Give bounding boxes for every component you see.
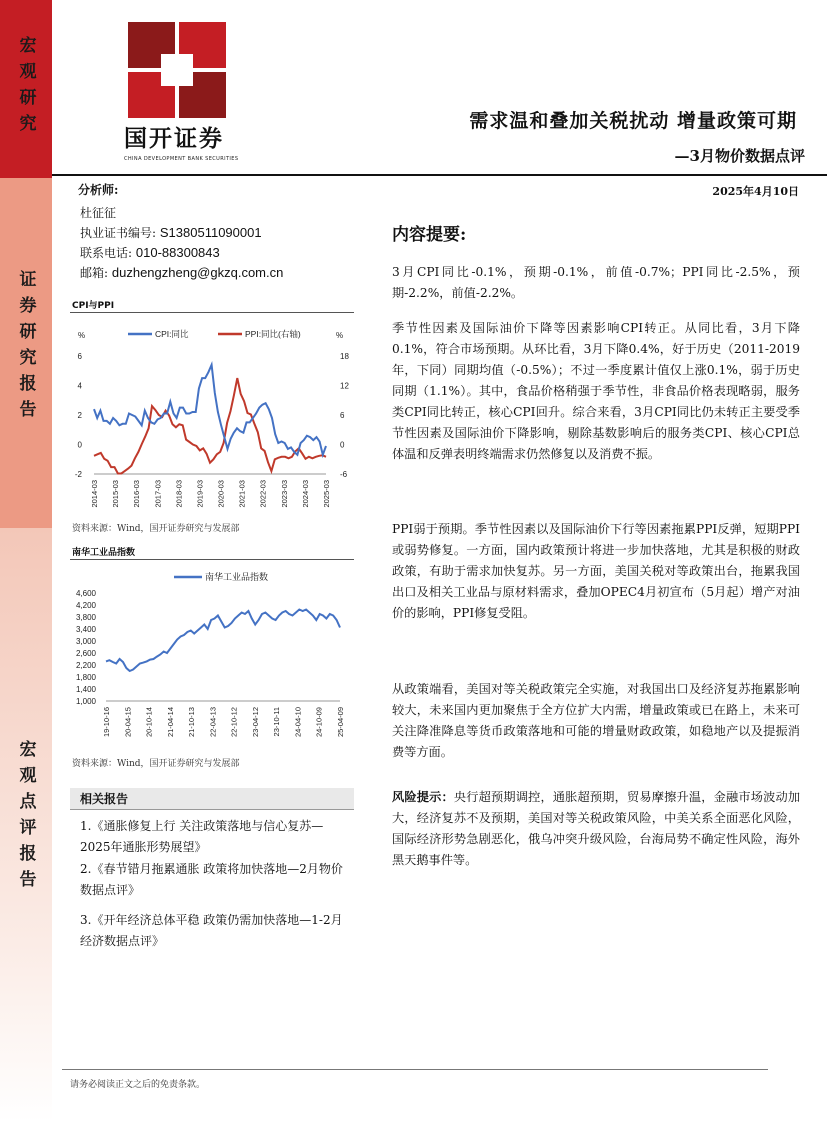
x-tick-label: 2022-03 <box>258 480 268 508</box>
x-tick-label: 2016-03 <box>132 480 142 508</box>
x-tick-label: 2019-03 <box>195 480 205 508</box>
chart-divider <box>70 559 354 560</box>
analyst-heading: 分析师: <box>78 183 119 197</box>
x-tick-label: 2018-03 <box>174 480 184 508</box>
footer-divider <box>62 1069 768 1070</box>
summary-paragraph: 季节性因素及国际油价下降等因素影响CPI转正。从同比看，3月下降0.1%，符合市场预期。从环比看，3月下降0.4%，好于历史（2011-2019年，下同）同期均值（-0.5%）；不过一季度累计值仅上涨0.1%，弱于历史同期（1.1%）。其中，食品价格稍强于季节性，非食品价格表现略弱，服务类CPI同比转正，核心CPI回升。综合来看，3月CPI同比仍未转正主要受季节性因素及国际油价下降影响，剔除基数影响后的服务类CPI、核心CPI总体温和反弹表明终端需求仍然修复以及消费不振。 <box>392 321 800 461</box>
risk-label: 风险提示： <box>392 790 454 804</box>
phone-value: 010-88300843 <box>135 245 220 260</box>
cpi-ppi-chart <box>70 318 360 518</box>
legend-label: PPI:同比(右轴) <box>245 329 301 339</box>
chart-title-cpi-ppi: CPI与PPI <box>72 301 115 311</box>
y-tick-label-left: -2 <box>74 470 82 479</box>
risk-paragraph <box>392 787 800 871</box>
related-reports-heading: 相关报告 <box>70 788 354 810</box>
phone-label: 联系电话: <box>80 246 133 260</box>
company-name-en: CHINA DEVELOPMENT BANK SECURITIES <box>124 156 239 162</box>
analyst-email <box>80 264 283 281</box>
related-report-link[interactable]: 1.《通胀修复上行 关注政策落地与信心复苏—2025年通胀形势展望》 <box>80 819 324 854</box>
x-tick-label: 24-04-10 <box>293 707 303 738</box>
y-tick-label-left: 4 <box>77 381 82 391</box>
company-name: 国开证券 <box>124 125 224 152</box>
report-subtitle: —3月物价数据点评 <box>674 147 805 165</box>
analyst-phone <box>80 244 220 261</box>
x-tick-label: 19-10-16 <box>102 707 111 738</box>
related-report-link[interactable]: 2.《春节错月拖累通胀 政策将加快落地—2月物价数据点评》 <box>80 862 343 897</box>
y-tick-label: 2,600 <box>75 649 96 658</box>
x-tick-label: 2024-03 <box>300 480 310 508</box>
y-tick-label: 3,000 <box>75 637 96 646</box>
y-tick-label: 2,200 <box>75 661 96 670</box>
legend-label: CPI:同比 <box>155 329 189 339</box>
y-tick-label-right: 6 <box>340 411 345 420</box>
y-tick-label-left: 0 <box>77 440 82 450</box>
company-logo-icon <box>128 22 226 118</box>
analyst-name: 杜征征 <box>80 206 117 220</box>
header-divider <box>52 174 827 176</box>
x-tick-label: 22-10-12 <box>229 707 239 738</box>
y-tick-label-right: 18 <box>340 352 349 361</box>
x-tick-label: 21-04-14 <box>165 707 175 738</box>
nanhua-index-chart <box>70 563 360 753</box>
sidebar-band-text: 宏观研究 <box>15 36 36 140</box>
series-line-ppi <box>94 378 326 473</box>
summary-paragraph: 3月CPI同比-0.1%，预期-0.1%，前值-0.7%；PPI同比-2.5%，预期-2.2%，前值-2.2%。 <box>392 265 800 300</box>
x-tick-label: 24-10-09 <box>314 707 324 738</box>
sidebar-band-text: 宏观点评报告 <box>15 740 36 896</box>
left-axis-unit: % <box>78 331 86 340</box>
y-tick-label-right: -6 <box>340 470 348 479</box>
y-tick-label-left: 6 <box>77 352 82 361</box>
right-axis-unit: % <box>336 331 344 340</box>
analyst-license <box>80 224 262 241</box>
chart-divider <box>70 312 354 313</box>
y-tick-label: 4,600 <box>75 589 96 598</box>
x-tick-label: 21-10-13 <box>187 707 197 738</box>
x-tick-label: 20-04-15 <box>123 707 133 738</box>
email-link[interactable]: duzhengzheng@gkzq.com.cn <box>111 265 284 280</box>
y-tick-label: 4,200 <box>75 601 96 610</box>
x-tick-label: 22-04-13 <box>208 707 218 738</box>
series-line-nanhua <box>106 610 340 672</box>
license-value: S1380511090001 <box>159 225 262 240</box>
x-tick-label: 23-10-11 <box>272 707 282 737</box>
y-tick-label: 1,800 <box>75 673 96 682</box>
y-tick-label-right: 0 <box>340 440 345 450</box>
chart-title-nanhua: 南华工业品指数 <box>72 548 136 558</box>
chart-source-2: 资料来源：Wind，国开证券研究与发展部 <box>72 759 240 769</box>
sidebar-band-macro-commentary <box>0 528 52 1122</box>
y-tick-label-left: 2 <box>77 411 82 420</box>
y-tick-label: 3,400 <box>75 625 96 634</box>
x-tick-label: 2015-03 <box>111 480 121 508</box>
x-tick-label: 25-04-09 <box>336 707 345 738</box>
summary-paragraph: PPI弱于预期。季节性因素以及国际油价下行等因素拖累PPI反弹，短期PPI或弱势修复。一方面，国内政策预计将进一步加快落地，尤其是积极的财政政策，有助于需求加快复苏。另一方面，美国关税对等政策出台，拖累我国出口及相关工业品与原材料需求，叠加OPEC4月初宣布（5月起）增产对油价的影响，PPI修复受阻。 <box>392 522 800 620</box>
y-tick-label-right: 12 <box>340 381 349 391</box>
x-tick-label: 23-04-12 <box>250 707 260 738</box>
email-label: 邮箱: <box>80 266 109 280</box>
series-line-cpi <box>94 365 326 455</box>
x-tick-label: 2020-03 <box>216 480 226 508</box>
x-tick-label: 2017-03 <box>153 480 163 508</box>
risk-text: 央行超预期调控，通胀超预期，贸易摩擦升温，金融市场波动加大，经济复苏不及预期，美国对等关税政策风险，中美关系全面恶化风险，国际经济形势急剧恶化，俄乌冲突升级风险，台海局势不确定性风险，海外黑天鹅事件等。 <box>392 790 801 867</box>
summary-paragraph: 从政策端看，美国对等关税政策完全实施，对我国出口及经济复苏拖累影响较大，未来国内更加聚焦于全方位扩大内需，增量政策或已在路上，未来可关注降准降息等货币政策落地和可能的增量财政政策，如稳地产以及提振消费等方面。 <box>392 682 800 759</box>
summary-heading: 内容提要: <box>392 225 467 245</box>
related-report-link[interactable]: 3.《开年经济总体平稳 政策仍需加快落地—1-2月经济数据点评》 <box>80 913 343 948</box>
sidebar-band-macro-research <box>0 0 52 178</box>
y-tick-label: 1,400 <box>75 685 96 694</box>
legend-label: 南华工业品指数 <box>205 572 269 582</box>
report-date: 2025年4月10日 <box>712 185 799 198</box>
y-tick-label: 1,000 <box>75 697 96 706</box>
sidebar-band-securities-report <box>0 178 52 528</box>
x-tick-label: 2021-03 <box>237 480 247 508</box>
chart-source-1: 资料来源：Wind，国开证券研究与发展部 <box>72 524 240 534</box>
x-tick-label: 2025-03 <box>322 480 331 508</box>
x-tick-label: 20-10-14 <box>144 707 154 738</box>
report-title: 需求温和叠加关税扰动 增量政策可期 <box>469 110 797 132</box>
x-tick-label: 2023-03 <box>279 480 289 508</box>
y-tick-label: 3,800 <box>75 613 96 622</box>
x-tick-label: 2014-03 <box>90 480 99 508</box>
disclaimer-note: 请务必阅读正文之后的免责条款。 <box>70 1080 206 1090</box>
license-label: 执业证书编号: <box>80 226 157 240</box>
sidebar-band-text: 证券研究报告 <box>15 270 36 426</box>
